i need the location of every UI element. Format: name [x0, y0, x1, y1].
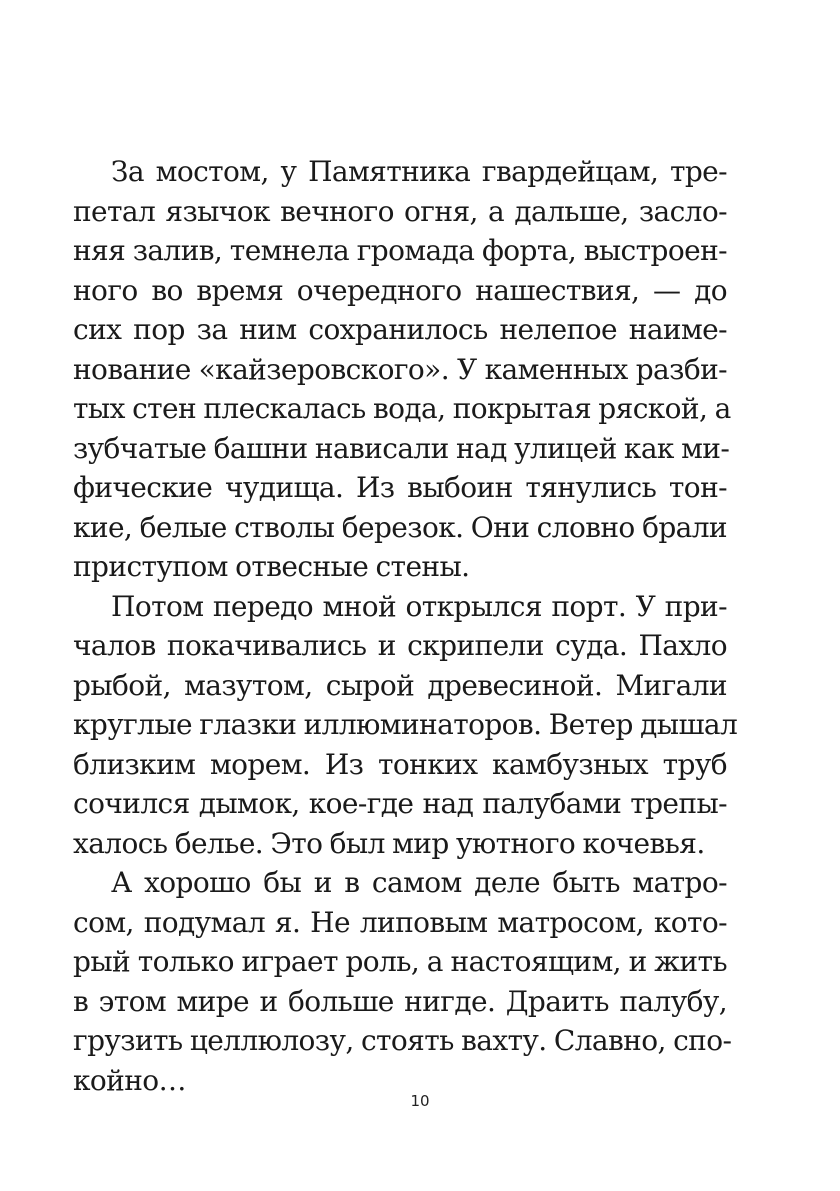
text-line: чалов покачивались и скрипели суда. Пахло	[73, 629, 727, 662]
paragraph-2	[73, 587, 738, 864]
text-line: нование «кайзеровского». У каменных разби-	[73, 352, 727, 386]
text-line: круглые глазки иллюминаторов. Ветер дышал	[73, 708, 738, 741]
text-line: тых стен плескалась вода, покрытая ряской, а	[73, 392, 731, 425]
text-line: рыбой, мазутом, сырой древесиной. Мигали	[73, 668, 727, 702]
text-line: грузить целлюлозу, стоять вахту. Славно, спо-	[73, 1024, 732, 1057]
paragraph-3	[73, 863, 732, 1100]
text-line: койно…	[73, 1063, 186, 1097]
text-line: близким морем. Из тонких камбузных труб	[73, 747, 727, 781]
body-text	[73, 152, 738, 1100]
text-line: приступом отвесные стены.	[73, 550, 470, 583]
text-line: За мостом, у Памятника гвардейцам, тре-	[111, 155, 727, 188]
text-line: зубчатые башни нависали над улицей как ми-	[73, 431, 730, 465]
text-line: кие, белые стволы березок. Они словно брали	[73, 510, 727, 544]
text-line: ного во время очередного нашествия, — до	[73, 273, 727, 307]
text-line: халось белье. Это был мир уютного кочевья.	[73, 826, 705, 860]
text-line: А хорошо бы и в самом деле быть матро-	[111, 866, 727, 899]
text-line: сом, подумал я. Не липовым матросом, кото-	[73, 905, 727, 939]
text-line: Потом передо мной открылся порт. У при-	[111, 589, 727, 623]
text-line: рый только играет роль, а настоящим, и жить	[73, 945, 727, 978]
text-line: сих пор за ним сохранилось нелепое наиме-	[73, 313, 727, 346]
text-line: сочился дымок, кое-где над палубами трепы-	[73, 787, 727, 820]
page-number: 10	[410, 1092, 430, 1110]
text-line: петал язычок вечного огня, а дальше, засло-	[73, 194, 727, 228]
paragraph-1	[73, 152, 731, 587]
text-line: фические чудища. Из выбоин тянулись тон-	[73, 471, 727, 504]
text-line: няя залив, темнела громада форта, выстроен-	[73, 234, 727, 267]
text-line: в этом мире и больше нигде. Драить палубу,	[73, 984, 727, 1018]
